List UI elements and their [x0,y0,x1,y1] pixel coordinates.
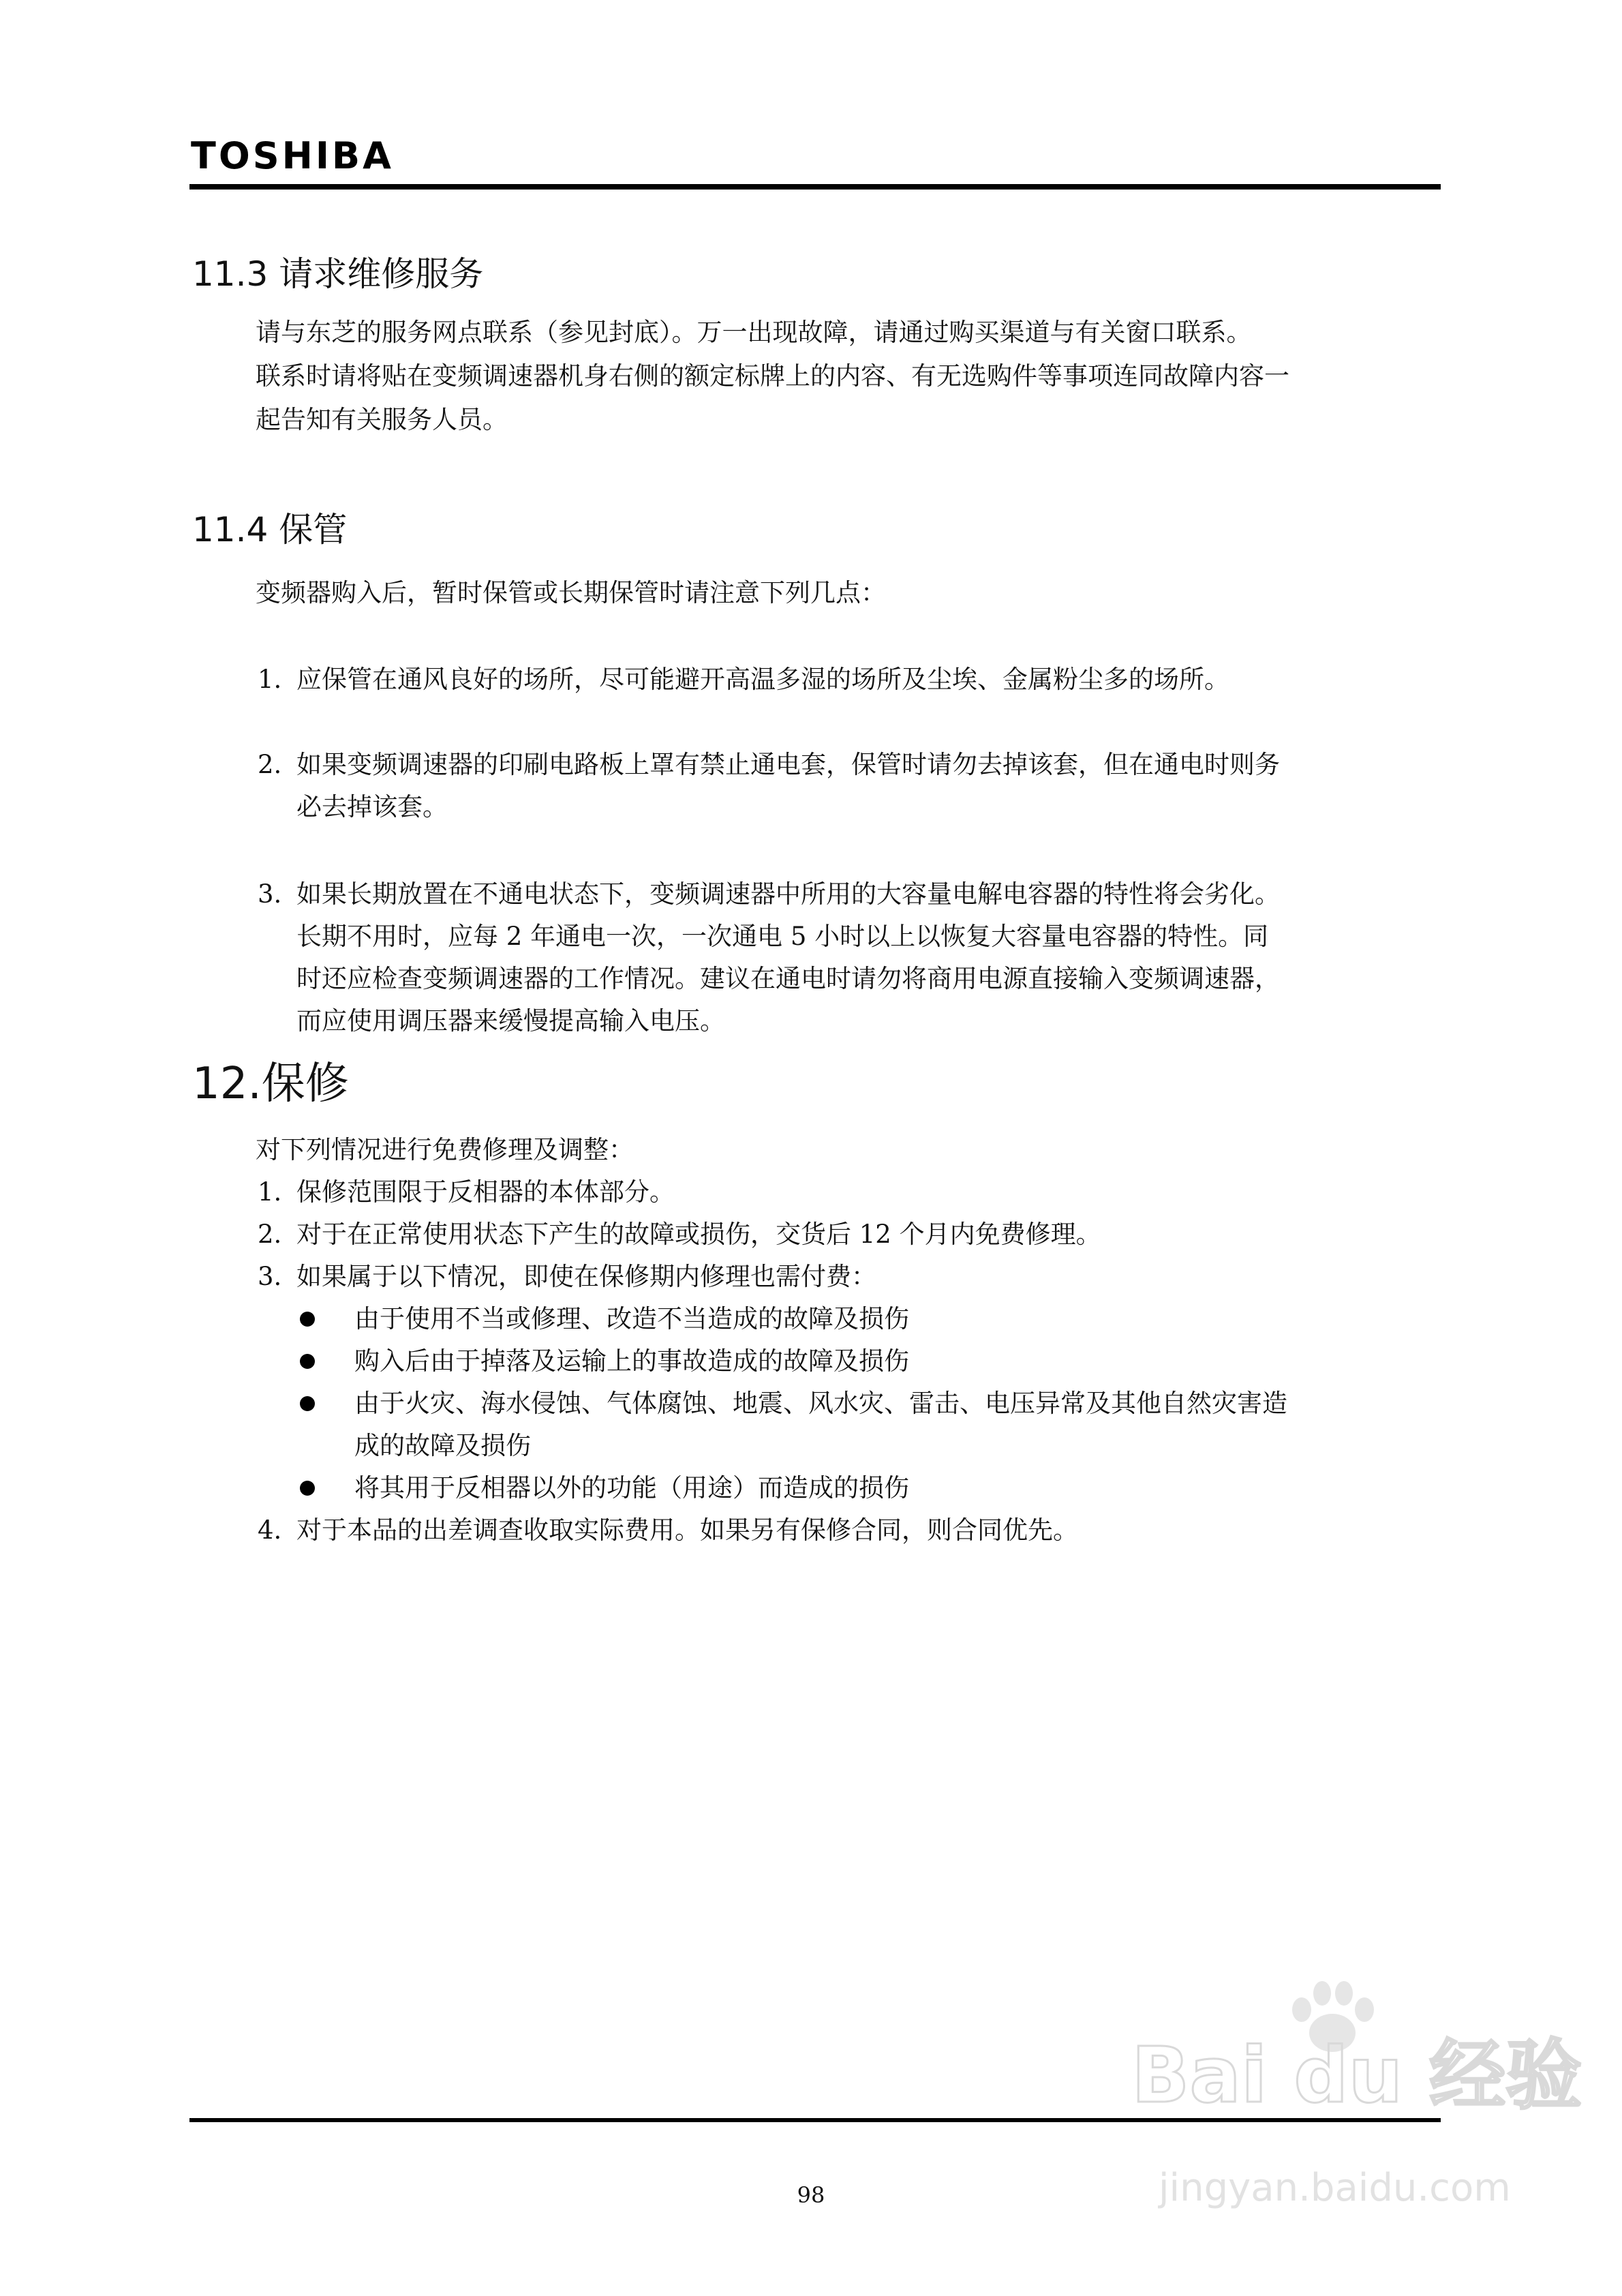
section-12-intro: 对下列情况进行免费修理及调整： [256,1135,634,1164]
storage-item-1-number: 1. [258,665,282,694]
section-11-3-paragraph-2-line-1: 联系时请将贴在变频调速器机身右侧的额定标牌上的内容、有无选购件等事项连同故障内容一 [256,361,1289,391]
storage-item-2-line-1: 如果变频调速器的印刷电路板上罩有禁止通电套，保管时请勿去掉该套，但在通电时则务 [296,750,1280,779]
paid-case-bullet-2: 购入后由于掉落及运输上的事故造成的故障及损伤 [354,1346,909,1376]
paid-case-bullet-3-line-2: 成的故障及损伤 [354,1431,531,1460]
storage-item-2-number: 2. [258,750,282,779]
bullet-dot [300,1396,315,1411]
section-11-3-paragraph-2-line-2: 起告知有关服务人员。 [256,405,508,434]
storage-item-3-line-2: 长期不用时，应每 2 年通电一次，一次通电 5 小时以上以恢复大容量电容器的特性。同 [296,922,1269,951]
paid-case-bullet-3-line-1: 由于火灾、海水侵蚀、气体腐蚀、地震、风水灾、雷击、电压异常及其他自然灾害造 [354,1389,1287,1418]
storage-item-2-line-2: 必去掉该套。 [296,792,448,821]
bullet-dot [300,1312,315,1327]
section-11-3-paragraph-1: 请与东芝的服务网点联系（参见封底）。万一出现故障，请通过购买渠道与有关窗口联系。 [256,318,1252,347]
header-rule [189,184,1441,190]
storage-item-3-number: 3. [258,879,282,909]
warranty-item-1-number: 1. [258,1177,282,1207]
warranty-item-1-text: 保修范围限于反相器的本体部分。 [296,1177,675,1207]
paid-case-bullet-1: 由于使用不当或修理、改造不当造成的故障及损伤 [354,1304,909,1333]
storage-item-1-text: 应保管在通风良好的场所，尽可能避开高温多湿的场所及尘埃、金属粉尘多的场所。 [296,665,1229,694]
baidu-jingyan-watermark-logo: Bai du 经验 [1131,2031,1582,2120]
storage-item-3-line-1: 如果长期放置在不通电状态下，变频调速器中所用的大容量电解电容器的特性将会劣化。 [296,879,1280,909]
section-11-3-title: 11.3 请求维修服务 [192,254,484,294]
warranty-item-4-number: 4. [258,1515,282,1545]
watermark-url: jingyan.baidu.com [1159,2166,1511,2210]
warranty-item-3-number: 3. [258,1262,282,1291]
warranty-item-4-text: 对于本品的出差调查收取实际费用。如果另有保修合同，则合同优先。 [296,1515,1078,1545]
warranty-item-3-text: 如果属于以下情况，即使在保修期内修理也需付费： [296,1262,876,1291]
warranty-item-2-text: 对于在正常使用状态下产生的故障或损伤，交货后 12 个月内免费修理。 [296,1220,1101,1249]
storage-item-3-line-4: 而应使用调压器来缓慢提高输入电压。 [296,1006,725,1036]
storage-item-3-line-3: 时还应检查变频调速器的工作情况。建议在通电时请勿将商用电源直接输入变频调速器， [296,964,1280,993]
section-12-title: 12.保修 [192,1059,349,1109]
page-number: 98 [797,2182,825,2208]
section-11-4-title: 11.4 保管 [192,510,348,549]
paid-case-bullet-4: 将其用于反相器以外的功能（用途）而造成的损伤 [354,1473,909,1502]
brand-logo-text: TOSHIBA [191,134,394,177]
warranty-item-2-number: 2. [258,1220,282,1249]
section-11-4-intro: 变频器购入后，暂时保管或长期保管时请注意下列几点： [256,578,886,607]
bullet-dot [300,1354,315,1369]
bullet-dot [300,1481,315,1496]
